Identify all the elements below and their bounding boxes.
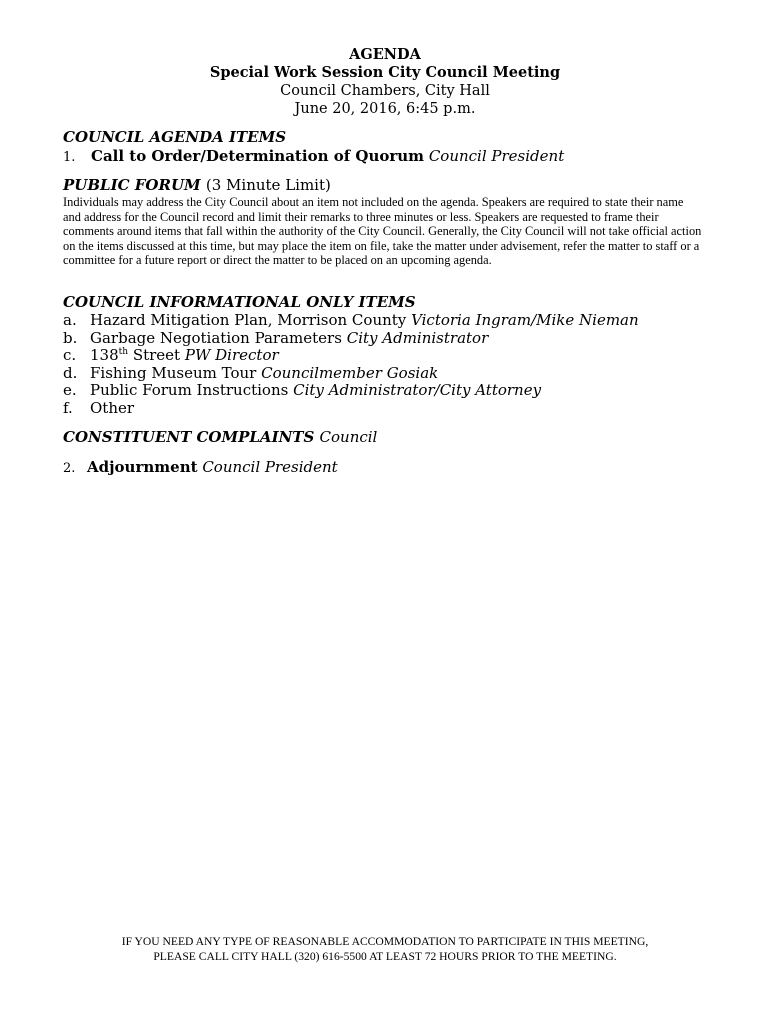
- item-title: Call to Order/Determination of Quorum: [91, 147, 425, 165]
- meeting-location: Council Chambers, City Hall: [280, 83, 490, 99]
- constituent-complaints-heading: [63, 428, 377, 446]
- public-forum-limit: (3 Minute Limit): [205, 176, 331, 194]
- agenda-title: AGENDA: [349, 46, 421, 63]
- list-item: d. Fishing Museum Tour Councilmember Gosiak: [63, 363, 439, 382]
- meeting-name: Special Work Session City Council Meeting: [209, 64, 561, 81]
- item-number: 1.: [63, 150, 76, 165]
- meeting-datetime: June 20, 2016, 6:45 p.m.: [294, 101, 476, 117]
- agenda-item-1: [63, 147, 564, 167]
- list-item: f. Other: [63, 398, 135, 417]
- item-number: 2.: [63, 461, 76, 476]
- list-item: c. 138th Street PW Director: [63, 346, 279, 365]
- agenda-header: [0, 46, 770, 118]
- list-item: a. Hazard Mitigation Plan, Morrison County Victoria Ingram/Mike Nieman: [63, 311, 639, 329]
- item-title: Adjournment: [87, 458, 198, 476]
- public-forum-heading: [63, 176, 331, 194]
- list-item: b. Garbage Negotiation Parameters City Administrator: [63, 328, 489, 347]
- accommodation-notice: [0, 935, 770, 964]
- item-presenter: Council President: [428, 147, 565, 165]
- informational-items-list: [63, 312, 639, 418]
- constituent-title: CONSTITUENT COMPLAINTS: [63, 428, 315, 446]
- agenda-item-2: [63, 458, 338, 478]
- constituent-presenter: Council: [319, 428, 378, 446]
- list-item: e. Public Forum Instructions City Administrator/City Attorney: [63, 381, 542, 400]
- public-forum-title: PUBLIC FORUM: [63, 176, 201, 194]
- notice-line-1: IF YOU NEED ANY TYPE OF REASONABLE ACCOMMODATION TO PARTICIPATE IN THIS MEETING,: [121, 935, 649, 948]
- notice-line-2: PLEASE CALL CITY HALL (320) 616-5500 AT LEAST 72 HOURS PRIOR TO THE MEETING.: [153, 949, 617, 963]
- item-presenter: Council President: [202, 458, 338, 476]
- public-forum-description: Individuals may address the City Council about an item not included on the agenda. Speakers are required to state their name and address for the Council record and limit their remarks to three minutes or less. Speakers are requested to frame their comments around items that fall within the authority of the City Council. Generally, the City Council will not take official action on the items discussed at this time, but may place the item on file, take the matter under advisement, refer the matter to staff or a committee for a future report or direct the matter to be placed on an upcoming agenda.: [63, 195, 702, 268]
- informational-heading: COUNCIL INFORMATIONAL ONLY ITEMS: [63, 293, 416, 311]
- council-agenda-items-heading: COUNCIL AGENDA ITEMS: [63, 128, 287, 146]
